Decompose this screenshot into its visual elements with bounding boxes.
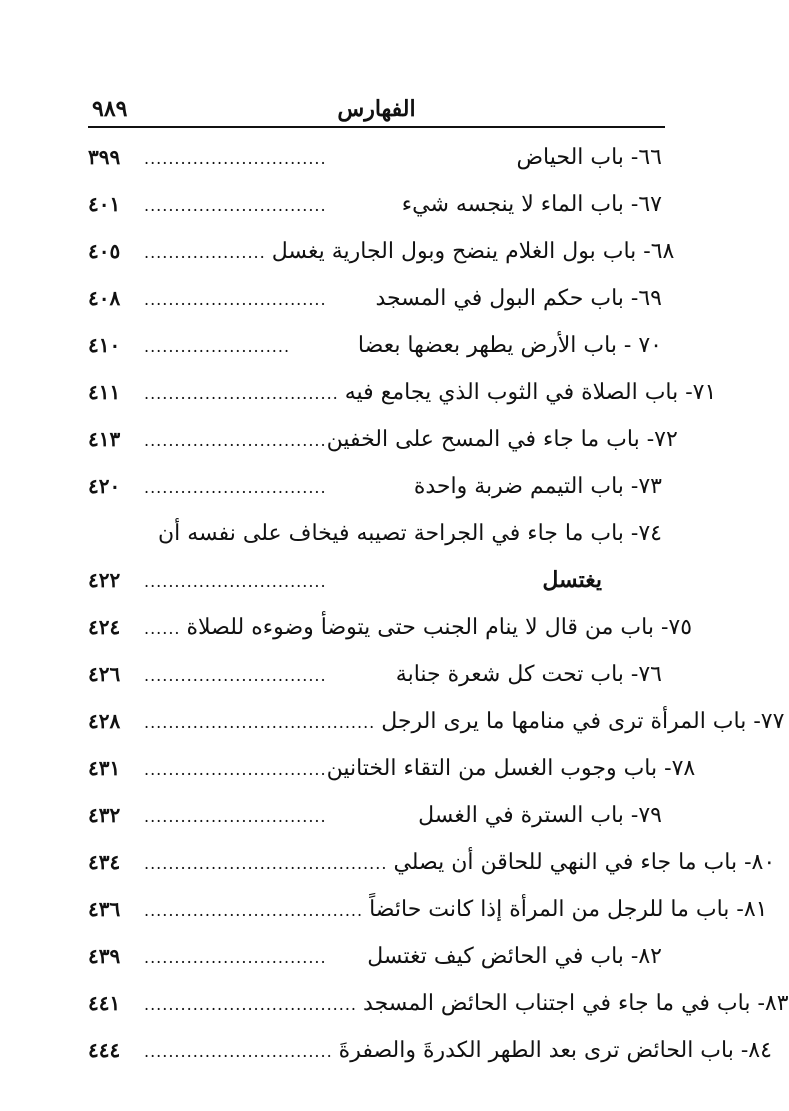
toc-entry-page-number: ٤٣٢: [88, 803, 121, 827]
toc-entry-page-number: ٤٢٢: [88, 568, 121, 592]
toc-entry: [88, 980, 789, 1027]
table-of-contents: [88, 134, 789, 1074]
toc-entry: [88, 416, 678, 463]
toc-entry-leader-dots: ...............................: [144, 1042, 333, 1061]
toc-entry: [88, 839, 776, 886]
toc-entry-title: ٦٦- باب الحياض: [516, 145, 662, 170]
toc-entry-page-number: ٤١٠: [88, 333, 121, 357]
toc-entry-title: ٧٢- باب ما جاء في المسح على الخفين: [326, 427, 678, 452]
toc-entry: [88, 322, 662, 369]
toc-entry-leader-dots: ..............................: [144, 478, 327, 497]
toc-entry-title: ٧٨- باب وجوب الغسل من التقاء الختانين: [326, 756, 696, 781]
toc-entry-title: ٨٣- باب في ما جاء في اجتناب الحائض المسجد: [363, 991, 789, 1016]
toc-entry-leader-dots: ..............................: [144, 196, 327, 215]
toc-entry-page-number: ٤٣٩: [88, 944, 121, 968]
toc-entry-leader-dots: ....................................: [144, 901, 364, 920]
toc-entry-title: ٧٣- باب التيمم ضربة واحدة: [413, 474, 662, 499]
toc-entry: [88, 745, 696, 792]
toc-entry-leader-dots: ......................................: [144, 713, 376, 732]
toc-entry-leader-dots: ........................................: [144, 854, 388, 873]
toc-entry-leader-dots: ................................: [144, 384, 339, 403]
toc-entry-page-number: ٤٢٤: [88, 615, 121, 639]
toc-entry: [88, 510, 662, 557]
toc-entry: [88, 604, 693, 651]
toc-entry-page-number: ٤٣٤: [88, 850, 121, 874]
toc-entry-title: ٨١- باب ما للرجل من المرأة إذا كانت حائضاً: [369, 897, 768, 922]
toc-entry-page-number: ٤٤١: [88, 991, 121, 1015]
toc-entry-title: ٧٧- باب المرأة ترى في منامها ما يرى الرجل: [381, 709, 785, 734]
toc-entry-title: ٧٦- باب تحت كل شعرة جنابة: [395, 662, 662, 687]
toc-entry: [88, 369, 717, 416]
toc-entry-title: ٦٨- باب بول الغلام ينضح وبول الجارية يغسل: [271, 239, 675, 264]
toc-entry-page-number: ٤٣١: [88, 756, 121, 780]
toc-entry-leader-dots: ..............................: [144, 666, 327, 685]
toc-entry-title: ٨٢- باب في الحائض كيف تغتسل: [367, 944, 662, 969]
toc-entry-page-number: ٤٢٦: [88, 662, 121, 686]
toc-entry-leader-dots: ......: [144, 619, 181, 638]
toc-entry: [88, 1027, 772, 1074]
toc-entry-title: ٦٩- باب حكم البول في المسجد: [375, 286, 662, 311]
toc-entry: [88, 651, 662, 698]
toc-entry: [88, 228, 675, 275]
toc-entry-page-number: ٤٠٨: [88, 286, 121, 310]
toc-entry-page-number: ٤٢٨: [88, 709, 121, 733]
toc-entry-title: ٧٩- باب السترة في الغسل: [418, 803, 662, 828]
toc-entry-title: ٧١- باب الصلاة في الثوب الذي يجامع فيه: [344, 380, 717, 405]
toc-entry-title: ٨٠- باب ما جاء في النهي للحاقن أن يصلي: [393, 850, 776, 875]
toc-entry: [88, 933, 662, 980]
toc-entry-title: ٧٠ - باب الأرض يطهر بعضها بعضا: [357, 333, 662, 358]
toc-entry: [88, 698, 785, 745]
toc-entry-page-number: ٤١١: [88, 380, 121, 404]
page-number: ٩٨٩: [92, 96, 128, 122]
toc-entry-leader-dots: ..............................: [144, 948, 327, 967]
toc-entry-page-number: ٤٤٤: [88, 1038, 121, 1062]
page-header: [88, 94, 665, 128]
toc-entry-page-number: ٤٢٠: [88, 474, 121, 498]
toc-entry: [88, 134, 662, 181]
toc-entry-title: ٧٥- باب من قال لا ينام الجنب حتى يتوضأ وضوءه للصلاة: [186, 615, 693, 640]
section-title: الفهارس: [337, 96, 416, 122]
toc-entry-leader-dots: ..............................: [144, 431, 327, 450]
toc-entry: [88, 557, 662, 604]
toc-entry-title: ٧٤- باب ما جاء في الجراحة تصيبه فيخاف على نفسه أن: [157, 521, 662, 546]
toc-entry-title: ٨٤- باب الحائض ترى بعد الطهر الكدرةَ والصفرةَ: [338, 1038, 772, 1063]
toc-entry-title: ٦٧- باب الماء لا ينجسه شيء: [401, 192, 662, 217]
toc-entry-title: يغتسل: [542, 567, 602, 593]
toc-entry: [88, 886, 768, 933]
toc-entry-leader-dots: ....................: [144, 243, 266, 262]
toc-entry-page-number: ٤٠٥: [88, 239, 121, 263]
toc-entry-leader-dots: ........................: [144, 337, 291, 356]
toc-entry-leader-dots: ..............................: [144, 149, 327, 168]
toc-entry-page-number: ٤٣٦: [88, 897, 121, 921]
toc-entry: [88, 792, 662, 839]
toc-entry: [88, 275, 662, 322]
toc-entry-leader-dots: ...................................: [144, 995, 358, 1014]
toc-entry-page-number: ٤٠١: [88, 192, 121, 216]
toc-entry-leader-dots: ..............................: [144, 290, 327, 309]
toc-entry-leader-dots: ..............................: [144, 572, 327, 591]
toc-entry: [88, 181, 662, 228]
toc-entry-leader-dots: ..............................: [144, 760, 327, 779]
toc-entry-leader-dots: ..............................: [144, 807, 327, 826]
toc-entry-page-number: ٣٩٩: [88, 145, 121, 169]
toc-entry: [88, 463, 662, 510]
toc-entry-page-number: ٤١٣: [88, 427, 121, 451]
